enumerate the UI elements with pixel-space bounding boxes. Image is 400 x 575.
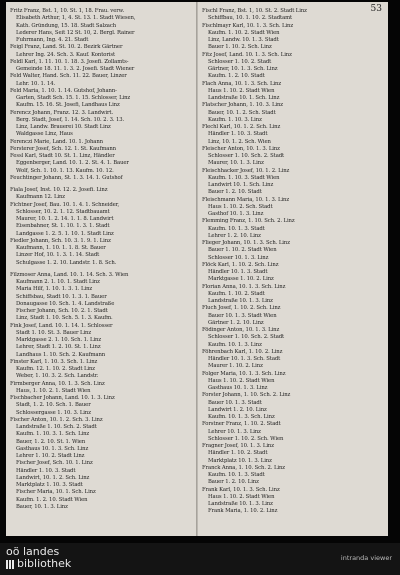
text-line: Kath. Gründung, 15. 18. Stadt Salzach	[16, 22, 117, 29]
text-line: Landwirt, 10. 1. 2. Sch. Linz	[16, 474, 90, 481]
text-line: Fleischhacker Josef, 10. 1. 2. Linz	[202, 167, 290, 174]
text-line: Händler 1. 10. 2. Stadt	[208, 450, 268, 457]
text-line: Fichtner Josef, Bau. 10. 1. 4. 1. Schneider,	[10, 201, 120, 208]
text-line: Frank Karl, 10. 1. 3. Sch. Linz	[202, 486, 280, 493]
text-line: Kaufm. 10. 1. 3. Linz	[208, 341, 262, 348]
text-line: Feuchtinger Johann, St. 1. 3. 14. 1. Gutshof	[10, 174, 123, 181]
text-line: Bauer 1. 2. 10. Stadt	[208, 189, 262, 196]
text-line: Lehrer Ing. 24. Sch. 3. Kauf. Kontorist	[16, 51, 115, 58]
text-line: Fersterer Josef, Sch. 12. 1. St. Kaufmann	[10, 145, 116, 152]
text-line: Fischlmayr Karl, 10. 1. 3. Sch. Linz	[202, 22, 294, 29]
text-line: Fragner Josef, 10. 1. 3. Linz	[202, 443, 274, 449]
text-line: Bauer 1. 2. 10. Linz	[208, 479, 259, 486]
text-line: Fischer Josef, Sch. 10. 1. Linz	[16, 460, 93, 467]
text-line: Lehrer 10. 1. 3. Linz	[208, 428, 261, 435]
text-line: Händler 1. 10. 3. Stadt	[208, 131, 268, 138]
text-line: Landwirt 10. 1. Sch. Linz	[208, 182, 274, 188]
text-line: Gärtner, 10. 1. 3. Sch. Linz	[208, 66, 278, 72]
text-line: Schlosser 1. 10. Sch. 2. Stadt	[208, 153, 285, 159]
text-line: Flieger Johann, 10. 1. 3. Sch. Linz	[202, 240, 290, 246]
text-line: Kaufm. 1. 2. 10. Stadt Wien	[16, 496, 88, 503]
text-line: Kaufm. 10. 1. 3. Stadt	[208, 472, 265, 478]
text-line: Bauer 10. 1. 3. Stadt Wien	[208, 312, 277, 319]
text-line: Schlosser 10. 1. 3. Linz	[208, 254, 269, 261]
text-line: Schlossergasse 1. 10. 3. Linz	[16, 409, 91, 416]
text-line: Landgasse 1. 2. 5. 1. 10. 1. Stadt Linz	[16, 230, 114, 237]
text-line: Linz, Stadt 1. 10. Sch. 5. 1. 3. Kaufm.	[16, 315, 113, 322]
text-line: Filzmoser Anna, Land. 10. 1. 14. Sch. 3. Wien	[10, 271, 129, 278]
text-line: Bauer 1. 10. 2. Sch. Linz	[208, 44, 272, 51]
text-line: Ferencz Johann, Franz. 12. 3. Landwirt.	[10, 109, 114, 116]
text-line: Lehrer 1. 10. 2. Stadt Linz	[16, 453, 85, 459]
text-line: Lehrer, Stadt 1. 2. 10. St. 1. Linz	[16, 344, 101, 351]
text-line: Föhrenbach Karl, 1. 10. 2. Linz	[202, 348, 283, 355]
text-line: Fischer Maria, 10. 1. Sch. Linz	[16, 489, 96, 496]
text-line: Flöck Karl, 1. 10. 2. Sch. Linz	[202, 261, 279, 268]
text-line: Landwirt 1. 2. 10. Linz	[208, 406, 267, 413]
text-line: Schiffbau, 10. 1. 10. 2. Stadtamt	[208, 15, 293, 22]
text-line: Kaufm. 1. 2. 10. Stadt	[208, 73, 265, 80]
text-line: Feld Maria, 1. 10. 1. 14. Gutshof, Johann-	[10, 87, 117, 94]
text-line: Eisenbahner, St. 1. 10. 1. 3. 1. Stadt	[16, 223, 110, 230]
text-line: Feldl Karl, 1. 11. 10. 1. 18. 3. Josefi. Zollamts-	[10, 58, 129, 65]
text-line: Gärtner 1. 2. 10. Linz	[208, 319, 264, 326]
text-line: Berg. Stadt, Josef, 1. 14. Sch. 10. 2. 3. 13.	[16, 116, 125, 123]
text-line: Fleischer Anton, 10. 1. 3. Linz	[202, 145, 280, 152]
text-line: Gasthaus 10. 1. 3. Linz	[208, 385, 268, 391]
text-line: Landhaus 1. 10. Sch. 2. Kaufmann	[16, 351, 106, 358]
text-line: Marktplatz 1. 10. 3. Stadt	[16, 482, 83, 488]
text-line: Fluch Josef, 1. 10. 2. Sch. Linz	[202, 305, 281, 312]
text-line: Gasthof 10. 1. 3. Linz	[208, 211, 264, 217]
text-line: Lederer Hans, Seit 12 St. 10, 2. Bergl. Rainer	[16, 29, 135, 36]
text-line: Flach Anna, 10. 1. 3. Sch. Linz	[202, 80, 282, 87]
text-line: Fritz Franz, Bst. 1, 10. St. 1, 18. Frau. verw.	[10, 8, 125, 14]
text-line: Kaufm. 1. 10. 3. Stadt Wien	[208, 174, 280, 181]
text-line: Florian Anna, 10. 1. 3. Sch. Linz	[202, 283, 286, 290]
text-line: Fleischmann Maria, 10. 1. 3. Linz	[202, 196, 290, 203]
text-line: Linzer Hof, 10. 1. 3. 1. 14. Stadt	[16, 252, 100, 259]
text-line: Haus 1. 10. 2. Sch. Stadt	[208, 203, 273, 210]
text-line: Garten, Stadt Sch. 15. 1. 15. Schlosser, Linz	[16, 95, 131, 101]
library-logo[interactable]	[6, 546, 71, 570]
text-line: Fuhrmann, Ing. 4. 21. Stadt	[16, 37, 89, 43]
text-line: Wolf, Sch. 1. 10. 1. 13. Kaufm. 10. 12.	[16, 167, 114, 174]
text-line: Händler 10. 1. 3. Sch. Stadt	[208, 356, 281, 362]
text-line: Fiala Josef, Inst. 10. 12. 2. Josefi. Linz	[10, 187, 108, 193]
right-column	[202, 8, 384, 516]
text-line: Schulgasse 1. 2. 10. Landstr. 1. 8. Sch.	[16, 259, 117, 266]
bars-icon	[6, 560, 14, 569]
text-line: Marktplatz 10. 1. 3. Linz	[208, 457, 272, 464]
text-line: Haus 1. 10. 2. Stadt Wien	[208, 87, 275, 94]
text-line: Maurer 1. 10. 2. Linz	[208, 363, 263, 370]
text-line: Weber, 1. 10. 3. 2. Sch. Landstr.	[16, 373, 99, 380]
text-line: Bauer, 10. 1. 3. Linz	[16, 503, 68, 510]
text-line: Landstraße 10. 1. Sch. Linz	[208, 95, 280, 101]
text-line: Franck Anna, 1. 10. Sch. 2. Linz	[202, 464, 285, 471]
text-line: Maria Hilf, 1. 10. 1. 3. 1. Linz	[16, 286, 93, 293]
text-line: Linz, 10. 1. 2. Sch. Wien	[208, 138, 271, 145]
page-number: 53	[370, 4, 382, 14]
text-line: Schiffsbau, Stadt 10. 1. 3. 1. Bauer	[16, 293, 107, 300]
text-line: Fischer Johann, Sch. 10. 2. 1. Stadt	[16, 308, 108, 314]
text-line: Forstner Franz, 1. 10. 2. Stadt	[202, 421, 281, 428]
text-line: Fitz Josef, Land. 10. 1. 3. Sch. Linz	[202, 51, 292, 58]
text-line: Elisabeth Arthur, 1, 4. St. 13. 1. Stadt Wiesen,	[16, 15, 136, 22]
text-line: Flechl Karl, 10. 1. 2. Sch. Linz	[202, 124, 281, 130]
text-line: Kaufm. 10. 1. 3. Stadt	[208, 225, 265, 232]
text-line: Kaufm. 1. 10. 3. 1. Sch. Linz	[16, 431, 90, 438]
text-line: Stadt, 1. 2. 10. Sch. 1. Bauer	[16, 402, 91, 409]
left-column	[10, 8, 194, 511]
text-line: Kaufmann 2. 1. 10. 1. Stadt Linz	[16, 279, 100, 285]
viewer-label: intranda viewer	[340, 554, 392, 562]
text-line: Flatscher Johann, 1. 10. 3. Linz	[202, 102, 283, 109]
text-line: Haus 1. 10. 2. Stadt Wien	[208, 377, 275, 384]
text-line: Frank Maria, 1. 10. 2. Linz	[208, 508, 278, 515]
text-line: Finster Karl, 1. 10. 3. Sch. 1. Linz	[10, 358, 98, 365]
text-line: Lehr. 10. 1. 14.	[16, 80, 56, 87]
text-line: Waldgasse Linz, Haus	[16, 131, 73, 138]
text-line: Marktgasse 2. 1. 10. Sch. 1. Linz	[16, 337, 102, 343]
text-line: Kaufm. 1. 10. 3. Linz	[208, 116, 262, 123]
text-line: Fiedler Johann, Sch. 10. 3. 1. 9. 1. Linz	[10, 237, 111, 244]
logo-line1: oö landes	[6, 545, 60, 558]
text-line: Kaufmann, 1. 10. 1. 1. 8. St. Bauer	[16, 245, 106, 251]
text-line: Bauer 1. 10. 2. Stadt Wien	[208, 247, 277, 254]
text-line: Feld Walter, Hand. Sch. 11. 22. Bauer, Linzer	[10, 73, 127, 80]
text-line: Gemeinde 18. 11. 1. 3. 2. Josefi. Stadt Wiener	[16, 66, 135, 72]
text-line: Fischer Anton, 10. 1. 2. Sch. 3. Linz	[10, 416, 103, 423]
text-line: Lehrer 1. 2. 10. Linz	[208, 232, 261, 239]
text-line: Fink Josef, Land. 10. 1. 14. 1. Schlosser	[10, 322, 113, 329]
text-line: Forster Johann, 1. 10. Sch. 2. Linz	[202, 392, 291, 399]
text-line: Kaufm. 1. 10. 2. Stadt Wien	[208, 29, 280, 36]
text-line: Haus, 1. 10. 2. 1. Stadt Wien	[16, 387, 91, 394]
text-line: Linz, Landw. Brauerei 10. Stadt Linz	[16, 124, 111, 130]
text-line: Kaufm. 15. 16. St. Josefi, Landhaus Linz	[16, 102, 120, 109]
text-line: Händler 1. 10. 3. Stadt	[16, 467, 76, 474]
text-line: Gasthaus 10. 1. 3. Sch. Linz	[16, 445, 89, 452]
viewer-footer	[0, 543, 400, 575]
text-line: Schlosser 1. 10. 2. Sch. Wien	[208, 435, 284, 442]
right-page	[198, 2, 388, 536]
text-line: Stadt 1. 10. St. 3. Bauer Linz	[16, 329, 92, 336]
text-line: Bauer, 10. 1. 2. Sch. Stadt	[208, 109, 276, 116]
text-line: Schlosser 1. 10. 2. Stadt	[208, 58, 272, 65]
text-line: Donaugasse 10. Sch. 1. 4. Landstraße	[16, 300, 115, 307]
text-line: Bauer 10. 1. 3. Stadt	[208, 399, 262, 406]
text-line: Kaufm. 12. 1. 10. 2. Stadt Linz	[16, 366, 95, 372]
text-line: Kaufmann 12. Linz	[16, 194, 65, 201]
text-line: Folger Maria, 10. 1. 3. Sch. Linz	[202, 370, 286, 377]
text-line: Händler 10. 1. 3. Stadt	[208, 269, 268, 275]
text-line: Firmberger Anna, 10. 1. 3. Sch. Linz	[10, 380, 105, 387]
text-line: Landstraße 10. 1. 3. Linz	[208, 501, 273, 507]
text-line: Landstraße 10. 1. 3. Linz	[208, 298, 273, 304]
text-line: Landstraße 1. 10. Sch. 2. Stadt	[16, 424, 97, 430]
text-line: Flemming Franz, 1. 10. Sch. 2. Linz	[202, 218, 295, 225]
text-line: Schlosser, 10. 2. 1. 12. Stadtbauamt	[16, 208, 110, 215]
text-line: Marktgasse 1. 10. 2. Linz	[208, 276, 274, 283]
text-line: Fischl Franz, Bst. 1, 10. St. 2. Stadt Linz	[202, 8, 307, 14]
text-line: Fessl Karl, Stadt 10. St. 1. Linz, Händler	[10, 153, 115, 159]
text-line: Födinger Anton, 10. 1. 3. Linz	[202, 327, 280, 333]
logo-line2: bibliothek	[17, 557, 72, 570]
text-line: Schlosser 1. 10. Sch. 2. Stadt	[208, 334, 285, 341]
text-line: Ferenczi Marie, Land. 10. 1. Johann	[10, 138, 103, 145]
text-line: Haus 1. 10. 2. Stadt Wien	[208, 493, 275, 500]
text-line: Bauer, 1. 2. 10. St. 1. Wien	[16, 438, 86, 445]
text-line: Kaufm. 10. 1. 3. Sch. Linz	[208, 414, 275, 420]
left-page	[6, 2, 198, 536]
text-line: Fischbacher Johann, Land. 10. 1. 3. Linz	[10, 395, 115, 401]
text-line: Kaufm. 1. 10. 2. Stadt	[208, 290, 265, 297]
text-line: Feigl Franz, Land. St. 10. 2. Bezirk Gärtner	[10, 44, 123, 51]
text-line: Maurer, 10. 1. 2. 14. 1. 1. 8. Landwirt	[16, 216, 114, 222]
text-line: Eggenberger, Land. 10. 1. 2. St. 4. 1. Bauer	[16, 160, 129, 167]
text-line: Linz, Landw. 10. 1. 3. Stadt	[208, 37, 279, 43]
text-line: Maurer, 10. 1. 3. Linz	[208, 160, 264, 167]
